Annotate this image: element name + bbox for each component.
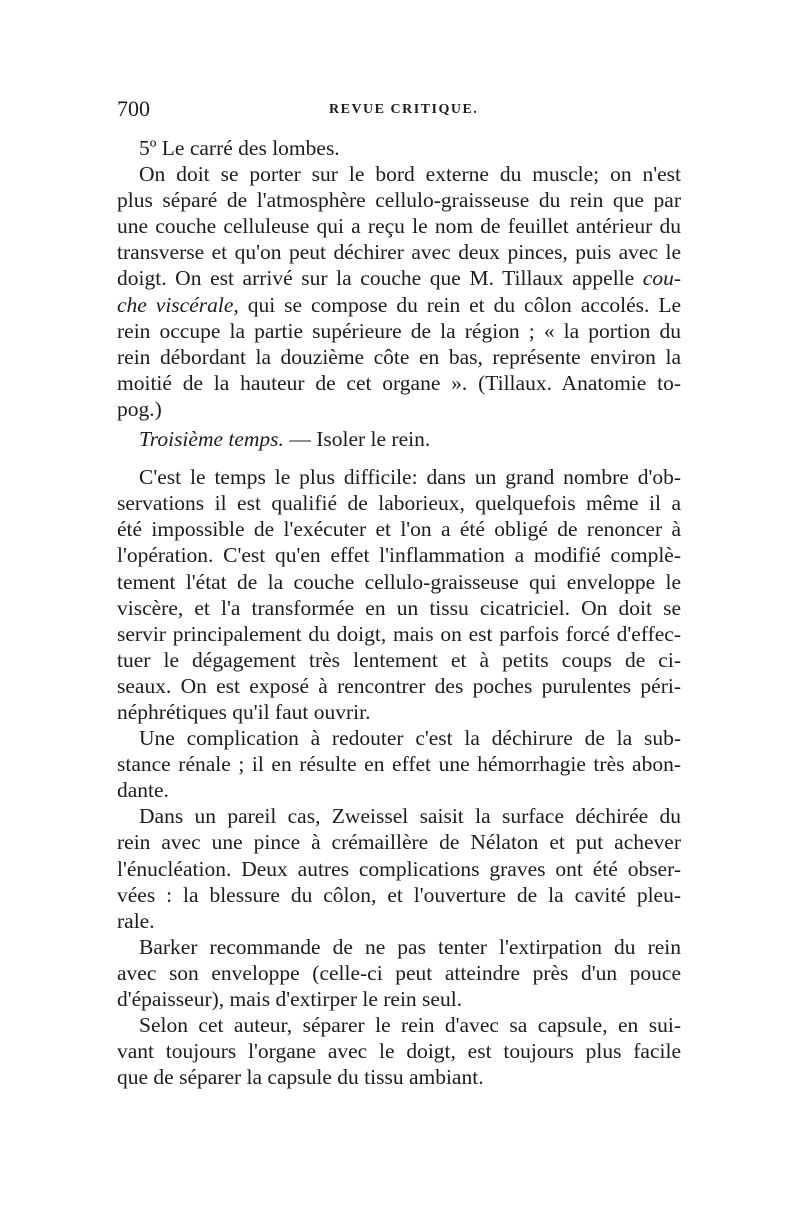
paragraph [117,725,681,803]
text-line: Barker recommande de ne pas tenter l'extirpation du rein [139,934,681,959]
text-line: rein avec une pince à crémaillère de Nélaton et put achever [117,830,681,855]
paragraph [117,161,681,422]
text-line: l'énucléation. Deux autres complications graves ont été obser- [117,856,681,881]
text-line: doigt. On est arrivé sur la couche que M. Tillaux appelle cou- [117,266,681,291]
text-line: néphrétiques qu'il faut ouvrir. [117,699,371,724]
text-line: On doit se porter sur le bord externe du muscle; on n'est [139,162,681,187]
text-line: Troisième temps. — Isoler le rein. [139,427,431,452]
text-line: Selon cet auteur, séparer le rein d'avec sa capsule, en sui- [139,1013,681,1038]
text-line: stance rénale ; il en résulte en effet une hémorrhagie très abon- [117,752,681,777]
text-line: che viscérale, qui se compose du rein et du côlon accolés. Le [117,292,681,317]
text-line: d'épaisseur), mais d'extirper le rein seul. [117,987,463,1011]
text-line: dante. [117,778,169,803]
paragraph [117,464,681,725]
text-line: viscère, et l'a transformée en un tissu cicatriciel. On doit se [117,595,681,620]
text-line: été impossible de l'exécuter et l'on a été obligé de renoncer à [117,517,681,542]
paragraph [117,1012,681,1090]
section-heading [117,426,681,452]
text-line: plus séparé de l'atmosphère cellulo-graisseuse du rein que par [117,188,681,213]
text-line: servations il est qualifié de laborieux, quelquefois même il a [117,491,681,516]
page-number: 700 [117,96,150,121]
text-line: que de séparer la capsule du tissu ambiant. [117,1065,484,1090]
text-line: 5º Le carré des lombes. [139,136,340,160]
text-line: avec son enveloppe (celle-ci peut atteindre près d'un pouce [117,960,681,985]
text-line: C'est le temps le plus difficile: dans un grand nombre d'ob- [139,465,681,490]
text-line: moitié de la hauteur de cet organe ». (Tillaux. Anatomie to- [117,370,681,395]
paragraph [117,934,681,1012]
text-line: seaux. On est exposé à rencontrer des poches purulentes péri- [117,673,681,698]
paragraph [117,803,681,933]
text-line: vant toujours l'organe avec le doigt, est toujours plus facile [117,1039,681,1064]
text-line: tuer le dégagement très lentement et à petits coups de ci- [117,647,681,672]
text-line: tement l'état de la couche cellulo-graisseuse qui enveloppe le [117,569,681,594]
page-header [117,96,697,126]
paragraph [117,135,681,161]
text-line: une couche celluleuse qui a reçu le nom de feuillet antérieur du [117,214,681,239]
text-line: Dans un pareil cas, Zweissel saisit la surface déchirée du [139,804,681,829]
text-line: transverse et qu'on peut déchirer avec deux pinces, puis avec le [117,240,681,265]
text-line: servir principalement du doigt, mais on est parfois forcé d'effec- [117,621,681,646]
text-line: rein occupe la partie supérieure de la région ; « la portion du [117,318,681,343]
text-line: rale. [117,908,155,933]
text-line: pog.) [117,396,162,421]
running-title: REVUE CRITIQUE. [329,102,479,117]
text-line: l'opération. C'est qu'en effet l'inflammation a modifié complè- [117,543,681,568]
text-line: rein débordant la douzième côte en bas, représente environ la [117,344,681,369]
text-line: vées : la blessure du côlon, et l'ouverture de la cavité pleu- [117,882,681,907]
body-text [117,135,681,1090]
text-line: Une complication à redouter c'est la déchirure de la sub- [139,726,681,751]
